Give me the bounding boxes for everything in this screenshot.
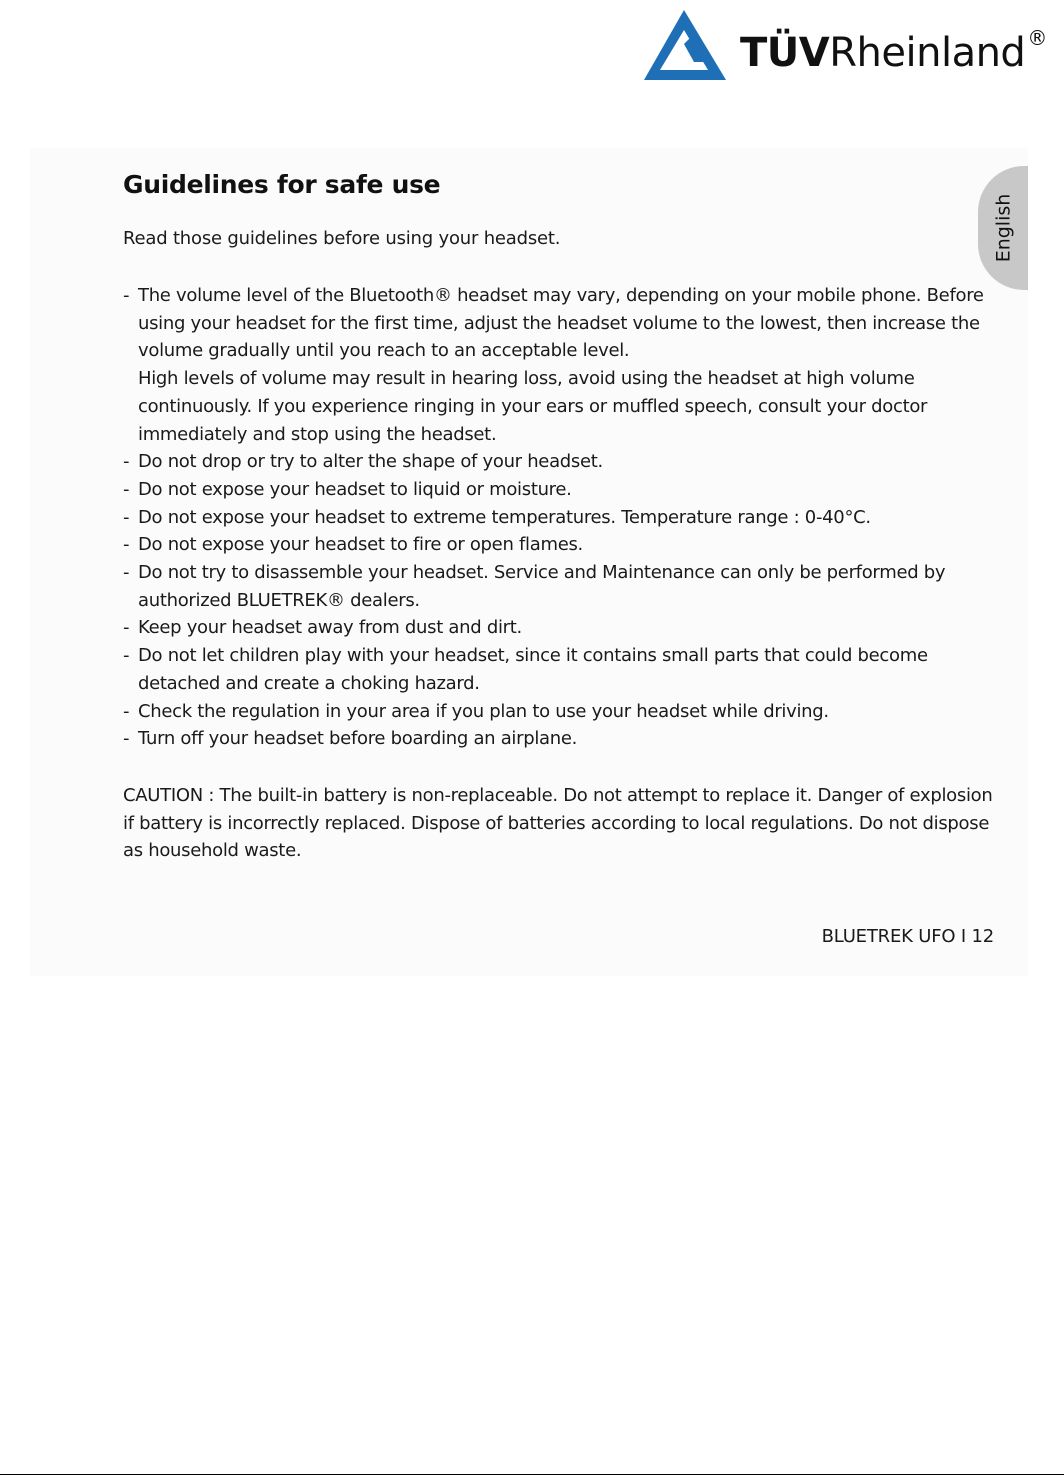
tuv-triangle-logo-icon: [638, 8, 728, 84]
scanned-manual-page: [30, 148, 1028, 976]
guideline-text: High levels of volume may result in hearing loss, avoid using the headset at high volume continuously. If you experience ringing in your ears or muffled speech, consult your doctor immediately and stop using the headset.: [138, 368, 928, 445]
guideline-text: - Do not expose your headset to fire or open flames.: [138, 534, 583, 556]
tuv-rheinland-logo: [636, 8, 1060, 84]
guideline-item: [123, 698, 1013, 726]
page-title: Guidelines for safe use: [123, 170, 441, 199]
logo-brand-bold: TÜV: [740, 30, 830, 76]
guideline-item: [123, 282, 1013, 448]
guideline-text: - Do not drop or try to alter the shape of your headset.: [138, 451, 603, 473]
guideline-text: - Do not expose your headset to liquid or moisture.: [138, 478, 572, 500]
logo-wordmark: [740, 26, 1047, 76]
guideline-text: - Check the regulation in your area if you plan to use your headset while driving.: [138, 700, 829, 722]
guidelines-list: [123, 282, 1013, 753]
guideline-text: - Turn off your headset before boarding an airplane.: [138, 728, 578, 750]
guideline-item: [123, 642, 1013, 697]
guideline-text: - Do not try to disassemble your headset. Service and Maintenance can only be performed by authorized BLUETREK® dealers.: [138, 562, 946, 611]
guideline-text: - Do not let children play with your headset, since it contains small parts that could become detached and create a choking hazard.: [138, 645, 928, 694]
page-footer-reference: BLUETREK UFO I 12: [821, 926, 994, 947]
intro-text: Read those guidelines before using your headset.: [123, 228, 561, 249]
caution-text: CAUTION : The built-in battery is non-replaceable. Do not attempt to replace it. Danger of explosion if battery is incorrectly replaced. Dispose of batteries according to local regulations. Do not dispose as household waste.: [123, 785, 993, 862]
language-tab-label: English: [992, 193, 1015, 263]
logo-brand-regular: Rheinland: [829, 30, 1026, 76]
guideline-text: - Keep your headset away from dust and dirt.: [138, 617, 522, 639]
guideline-item: [123, 559, 1013, 614]
guideline-item: [123, 725, 1013, 753]
guideline-item: [123, 476, 1013, 504]
guideline-text: - Do not expose your headset to extreme temperatures. Temperature range : 0-40°C.: [138, 506, 871, 528]
guideline-item: [123, 531, 1013, 559]
logo-registered-mark: ®: [1027, 26, 1047, 50]
guideline-item: [123, 614, 1013, 642]
guideline-text: - The volume level of the Bluetooth® headset may vary, depending on your mobile phone. Before using your headset for the first time, adjust the headset volume to the lowest, then increase the volume gradually until you reach to an acceptable level.: [138, 285, 984, 362]
bottom-divider: [0, 1474, 1064, 1475]
guideline-item: [123, 448, 1013, 476]
language-tab-label-box: [986, 188, 1020, 268]
guideline-item: [123, 504, 1013, 532]
